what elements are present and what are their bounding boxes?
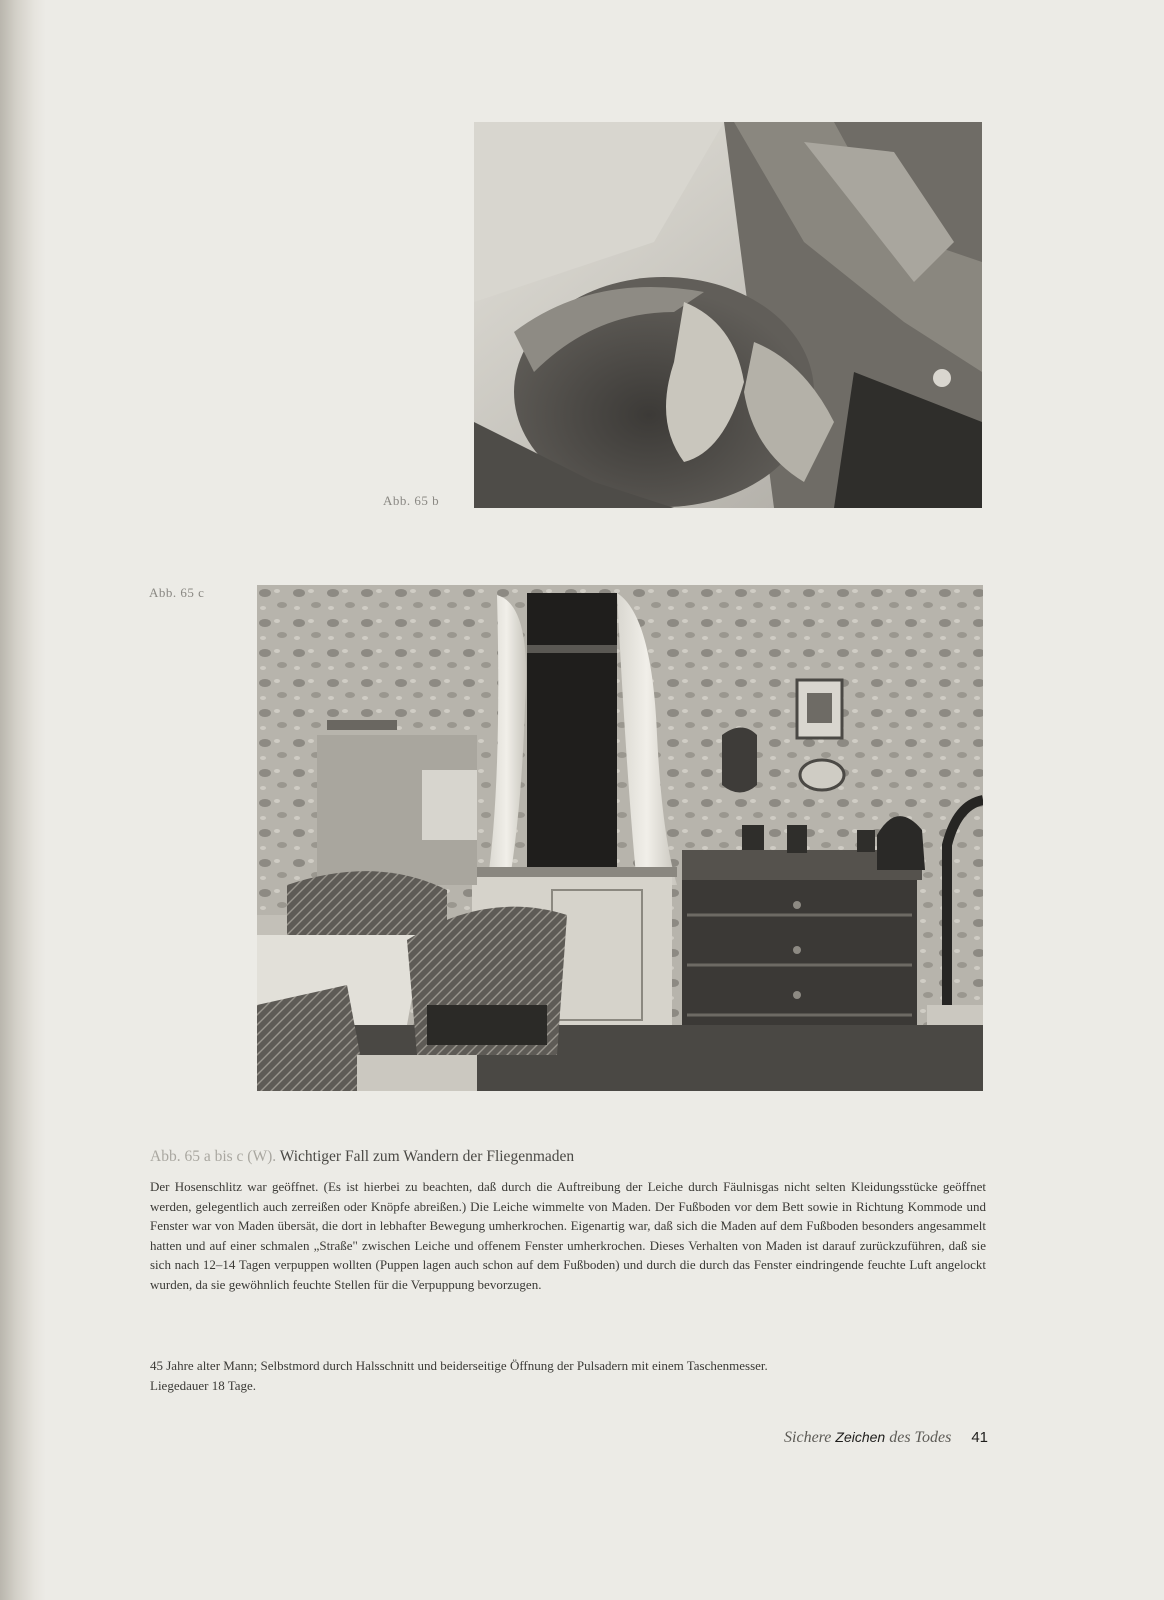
figure-65c-label: Abb. 65 c [149, 585, 205, 600]
page-binding-shadow [0, 0, 46, 1600]
running-title-word-4: Todes [914, 1429, 952, 1446]
case-note-line-2: Liegedauer 18 Tage. [150, 1377, 257, 1393]
caption-case-note [150, 1356, 986, 1395]
running-title-word-2: Zeichen [835, 1429, 886, 1445]
caption-body-text: Der Hosenschlitz war geöffnet. (Es ist hierbei zu beachten, daß durch die Auftreibung der Leiche durch Fäulnisgas nicht selten Kleidungsstücke geöffnet werden, gelegentlich auch zerreißen oder Knöpfe abreißen.) Die Leiche wimmelte von Maden. Der Fußboden vor dem Bett sowie in Richtung Kommode und Fenster war von Maden übersät, die dort in lebhafter Bewegung umherkrochen. Eigenartig war, daß sich die Maden auf dem Fußboden besonders angesammelt hatten und auf einer schmalen „Straße" zwischen Leiche und offenem Fenster umherkrochen. Dieses Verhalten von Maden ist darauf zurückzuführen, daß sie sich nach 12–14 Tagen verpuppen wollten (Puppen lagen auch schon auf dem Fußboden) und durch die durch das Fenster eindringende feuchte Luft angelockt wurden, da sie gewöhnlich feuchte Stellen für die Verpuppung bevorzugen. [150, 1179, 986, 1292]
figure-65b-label: Abb. 65 b [383, 493, 440, 508]
caption-figure-reference: Abb. 65 a bis c (W). [150, 1148, 277, 1165]
caption-title [150, 1148, 986, 1166]
caption-heading: Wichtiger Fall zum Wandern der Fliegenmaden [279, 1148, 575, 1165]
case-note-line-1: 45 Jahre alter Mann; Selbstmord durch Halsschnitt und beiderseitige Öffnung der Pulsadern mit einem Taschenmesser. [150, 1358, 768, 1373]
photo-figure-65c [257, 585, 983, 1091]
running-title-word-3: des [889, 1429, 911, 1446]
photo-figure-65b [474, 122, 982, 508]
page-number: 41 [971, 1429, 988, 1446]
running-title-word-1: Sichere [784, 1429, 832, 1446]
page-footer [784, 1429, 988, 1447]
